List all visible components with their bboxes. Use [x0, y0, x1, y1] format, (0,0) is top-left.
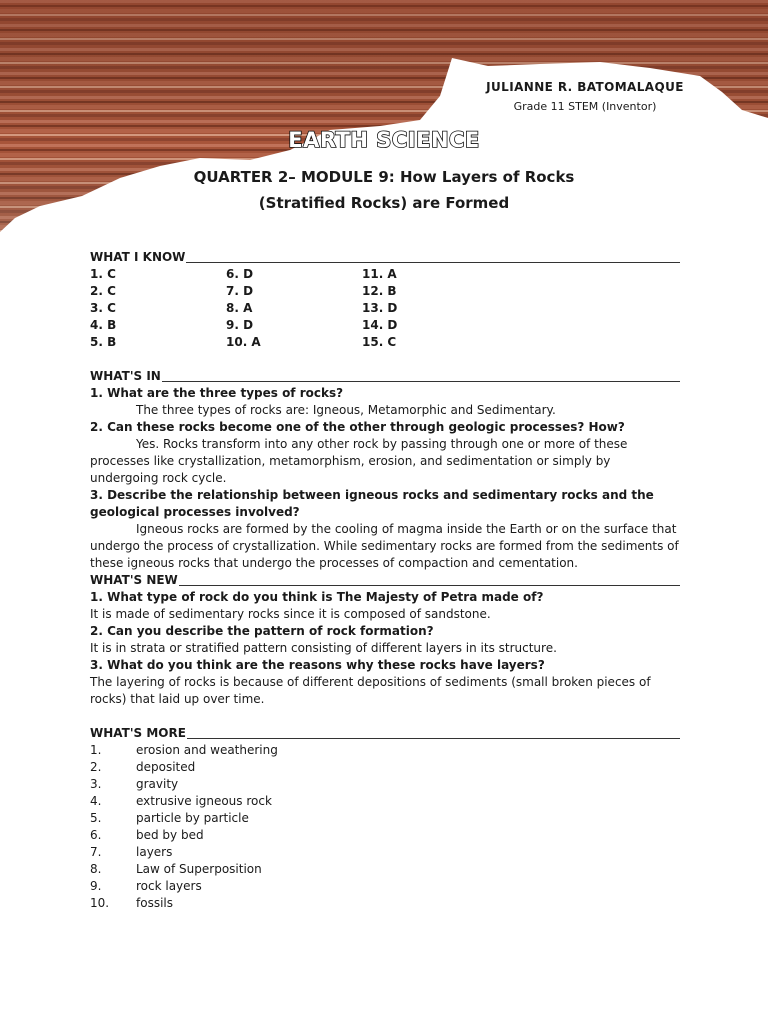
list-text: Law of Superposition	[136, 862, 262, 876]
section-label: WHAT'S IN	[90, 369, 161, 383]
question: 1. What type of rock do you think is The Majesty of Petra made of?	[90, 590, 544, 604]
heading-rule	[162, 381, 680, 382]
answer-item: 12. B	[362, 284, 397, 298]
answer-item: 14. D	[362, 318, 398, 332]
list-text: erosion and weathering	[136, 743, 278, 757]
answer-item: 4. B	[90, 318, 117, 332]
answer-text: Igneous rocks are formed by the cooling of magma inside the Earth or on the surface that undergo the process of crystallization. While sedimentary rocks are formed from the sediments of these igneous rocks that undergo the processes of compaction and cementation.	[90, 522, 679, 570]
question: 3. What do you think are the reasons why these rocks have layers?	[90, 658, 545, 672]
answer-item: 9. D	[226, 318, 254, 332]
list-item	[90, 810, 680, 827]
list-item	[90, 759, 680, 776]
answer-item: 7. D	[226, 284, 254, 298]
list-number: 7.	[90, 845, 102, 859]
answer-item: 8. A	[226, 301, 253, 315]
answer-item: 2. C	[90, 284, 116, 298]
list-number: 4.	[90, 794, 102, 808]
section-label: WHAT'S NEW	[90, 573, 178, 587]
list-item	[90, 861, 680, 878]
list-item	[90, 844, 680, 861]
list-number: 9.	[90, 879, 102, 893]
list-number: 3.	[90, 777, 102, 791]
list-text: extrusive igneous rock	[136, 794, 272, 808]
list-number: 1.	[90, 743, 102, 757]
list-text: deposited	[136, 760, 196, 774]
answer-text: It is in strata or stratified pattern consisting of different layers in its structure.	[90, 641, 557, 655]
answer-text: Yes. Rocks transform into any other rock by passing through one or more of these processes like crystallization, metamorphism, erosion, and sedimentation or simply by undergoing rock cycle.	[90, 437, 628, 485]
heading-rule	[187, 738, 680, 739]
list-number: 5.	[90, 811, 102, 825]
spacer	[90, 351, 680, 368]
list-text: layers	[136, 845, 173, 859]
heading-rule	[186, 262, 680, 263]
list-number: 10.	[90, 896, 110, 910]
list-text: fossils	[136, 896, 173, 910]
section-heading-whats-more	[90, 725, 680, 742]
answer-item: 13. D	[362, 301, 398, 315]
list-item	[90, 878, 680, 895]
answer-item: 3. C	[90, 301, 116, 315]
answer-item: 10. A	[226, 335, 261, 349]
section-heading-what-i-know	[90, 249, 680, 266]
list-number: 6.	[90, 828, 102, 842]
spacer	[90, 708, 680, 725]
answer-grid	[90, 266, 502, 351]
answer-text: It is made of sedimentary rocks since it is composed of sandstone.	[90, 607, 491, 621]
answer-text: The layering of rocks is because of different depositions of sediments (small broken pieces of rocks) that laid up over time.	[90, 675, 651, 706]
question: 2. Can these rocks become one of the other through geologic processes? How?	[90, 420, 625, 434]
section-heading-whats-new	[90, 572, 680, 589]
author-grade: Grade 11 STEM (Inventor)	[513, 100, 657, 113]
author-name: JULIANNE R. BATOMALAQUE	[486, 80, 684, 94]
list-text: rock layers	[136, 879, 202, 893]
list-text: bed by bed	[136, 828, 204, 842]
answer-text: The three types of rocks are: Igneous, Metamorphic and Sedimentary.	[136, 403, 556, 417]
list-text: particle by particle	[136, 811, 249, 825]
list-item	[90, 776, 680, 793]
subject-logo-text: EARTH SCIENCE	[288, 128, 480, 152]
list-item	[90, 827, 680, 844]
list-number: 8.	[90, 862, 102, 876]
section-label: WHAT'S MORE	[90, 726, 186, 740]
list-number: 2.	[90, 760, 102, 774]
section-label: WHAT I KNOW	[90, 250, 186, 264]
list-item	[90, 895, 680, 912]
list-item	[90, 742, 680, 759]
list-item	[90, 793, 680, 810]
section-heading-whats-in	[90, 368, 680, 385]
module-title-line-1: QUARTER 2– MODULE 9: How Layers of Rocks	[193, 168, 575, 186]
worksheet-content	[90, 249, 680, 912]
answer-item: 5. B	[90, 335, 117, 349]
list-text: gravity	[136, 777, 179, 791]
heading-rule	[179, 585, 680, 586]
author-block	[470, 80, 700, 113]
question: 3. Describe the relationship between igneous rocks and sedimentary rocks and the geological processes involved?	[90, 488, 654, 519]
question: 1. What are the three types of rocks?	[90, 386, 344, 400]
answer-item: 11. A	[362, 267, 397, 281]
answer-item: 15. C	[362, 335, 397, 349]
module-title-line-2: (Stratified Rocks) are Formed	[258, 194, 510, 212]
answer-item: 1. C	[90, 267, 116, 281]
question: 2. Can you describe the pattern of rock formation?	[90, 624, 434, 638]
answer-item: 6. D	[226, 267, 254, 281]
